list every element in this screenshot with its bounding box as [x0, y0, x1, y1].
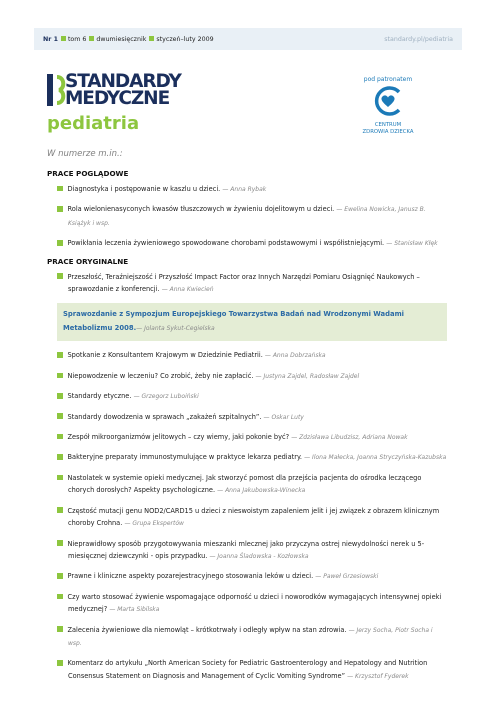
table-of-contents: [47, 169, 447, 690]
article-item[interactable]: [57, 411, 447, 424]
article-item[interactable]: [57, 472, 447, 498]
article-title: Przeszłość, Teraźniejszość i Przyszłość Impact Factor oraz Innych Narzędzi Pomiaru Osiągnięć Naukowych – sprawozdanie z konferencji.: [67, 272, 420, 294]
section-title: PRACE POGLĄDOWE: [47, 169, 129, 178]
article-author: — Marta Sibilska: [109, 606, 160, 614]
article-title: Prawne i kliniczne aspekty pozarejestracyjnego stosowania leków u dzieci.: [67, 572, 314, 581]
article-item[interactable]: [57, 505, 447, 531]
patronage-org-line2: ZDROWIA DZIECKA: [362, 128, 414, 135]
bullet-icon: [57, 206, 63, 212]
article-author: — Anna Jakubowska-Winecka: [217, 487, 306, 495]
article-author: — Ilona Małecka, Joanna Stryczyńska-Kazubska: [304, 454, 447, 462]
article-title: Nastolatek w systemie opieki medycznej. Jak stworzyć pomost dla przejścia pacjenta do ośrodka leczącego chorych dorosłych? Aspekty psychologiczne.: [67, 473, 422, 495]
bullet-icon: [61, 36, 66, 41]
logo-text: [65, 73, 181, 107]
logo-line1: STANDARDY: [65, 71, 181, 92]
patronage-org: [352, 122, 424, 135]
article-title: Częstość mutacji genu NOD2/CARD15 u dzieci z nieswoistym zapaleniem jelit i jej związek z obrazem klinicznym choroby Crohna.: [67, 506, 440, 528]
bullet-icon: [57, 540, 63, 546]
article-item[interactable]: [57, 183, 447, 196]
article-author: — Krzysztof Fyderek: [347, 672, 409, 680]
article-author: — Jerzy Socha, Piotr Socha i wsp.: [68, 626, 433, 647]
article-item[interactable]: [57, 451, 447, 464]
issue-date: styczeń–luty 2009: [156, 35, 214, 43]
bullet-icon: [57, 507, 63, 513]
article-title: Spotkanie z Konsultantem Krajowym w Dziedzinie Pediatrii.: [67, 351, 263, 360]
article-author: — Grupa Ekspertów: [124, 520, 184, 528]
patronage: [352, 76, 424, 135]
article-author: — Stanisław Kłęk: [386, 240, 438, 248]
article-title: Bakteryjne preparaty immunostymulujące w praktyce lekarza pediatry.: [67, 453, 303, 462]
article-item[interactable]: [57, 370, 447, 383]
issue-header-bar: [34, 28, 462, 50]
bullet-icon: [57, 594, 63, 600]
article-title: Niepowodzenie w leczeniu? Co zrobić, żeby nie zapłacić.: [67, 371, 254, 380]
bullet-icon: [57, 352, 63, 358]
featured-article[interactable]: [57, 303, 447, 341]
article-title: Powikłania leczenia żywieniowego spowodowane chorobami podstawowymi i współistniejącymi.: [67, 239, 385, 248]
article-item[interactable]: [57, 390, 447, 403]
bullet-icon: [57, 434, 63, 440]
bullet-icon: [57, 186, 63, 192]
volume: tom 6: [67, 35, 87, 43]
featured-author: — Jolanta Sykut-Cegielska: [136, 325, 215, 333]
article-author: — Justyna Zajdel, Radosław Zajdel: [255, 372, 360, 380]
frequency: dwumiesięcznik: [96, 35, 147, 43]
bullet-icon: [57, 240, 63, 246]
section-title: PRACE ORYGINALNE: [47, 256, 129, 266]
bullet-icon: [57, 273, 63, 279]
bullet-icon: [57, 573, 63, 579]
bullet-icon: [57, 454, 63, 460]
article-item[interactable]: [57, 203, 447, 230]
article-author: — Ewelina Nowicka, Janusz B. Książyk i wsp.: [68, 206, 426, 227]
bullet-icon: [57, 660, 63, 666]
article-title: Rola wielonienasyconych kwasów tłuszczowych w żywieniu dojelitowym u dzieci.: [67, 205, 335, 214]
patronage-label: pod patronatem: [363, 76, 413, 83]
patronage-org-line1: CENTRUM: [374, 122, 402, 128]
article-author: — Anna Rybak: [222, 186, 267, 193]
publication-subtitle: pediatria: [47, 113, 140, 134]
website-link[interactable]: standardy.pl/pediatria: [384, 35, 453, 43]
article-title: Zespół mikroorganizmów jelitowych – czy wiemy, jaki pokonie być?: [67, 433, 290, 442]
article-title: Diagnostyka i postępowanie w kaszlu u dzieci.: [67, 185, 221, 193]
article-item[interactable]: [57, 271, 447, 297]
bullet-icon: [57, 373, 63, 379]
article-author: — Grzegorz Luboiński: [133, 393, 199, 401]
article-title: Komentarz do artykułu „North American Society for Pediatric Gastroenterology and Hepatology and Nutrition Consensus Statement on Diagnosis and Management of Cyclic Vomiting Syndrome”: [67, 659, 428, 680]
article-author: — Joanna Śladowska - Kozłowska: [209, 552, 309, 560]
article-author: — Zdzisława Libudzisz, Adriana Nowak: [291, 434, 408, 442]
article-author: — Oskar Luty: [263, 413, 304, 421]
article-item[interactable]: [57, 570, 447, 583]
issue-info: [43, 36, 214, 43]
bullet-icon: [57, 393, 63, 399]
article-item[interactable]: [57, 657, 447, 683]
article-title: Czy warto stosować żywienie wspomagające odporność u dzieci i noworodków wymagających intensywnej opieki medycznej?: [67, 592, 442, 614]
heart-logo-icon: [369, 86, 407, 116]
article-item[interactable]: [57, 591, 447, 617]
intro-text: W numerze m.in.:: [47, 149, 123, 159]
article-author: — Anna Dobrzańska: [264, 352, 326, 360]
article-item[interactable]: [57, 624, 447, 651]
article-title: Standardy dowodzenia w sprawach „zakażeń szpitalnych”.: [67, 412, 262, 421]
bullet-icon: [57, 413, 63, 419]
bullet-icon: [57, 626, 63, 632]
featured-title: Sprawozdanie z Sympozjum Europejskiego Towarzystwa Badań nad Wrodzonymi Wadami Metabolizmu 2008.: [63, 310, 405, 333]
article-item[interactable]: [57, 349, 447, 362]
article-title: Zalecenia żywieniowe dla niemowląt – krótkotrwały i odległy wpływ na stan zdrowia.: [67, 625, 347, 634]
article-title: Nieprawidłowy sposób przygotowywania mieszanki mlecznej jako przyczyna ostrej niewydolności nerek u 5-miesięcznej dziewczynki - opis przypadku.: [67, 539, 425, 560]
bullet-icon: [89, 36, 94, 41]
issue-number: Nr 1: [43, 35, 58, 43]
article-item[interactable]: [57, 538, 447, 564]
article-title: Standardy etyczne.: [67, 392, 132, 401]
bullet-icon: [57, 475, 63, 481]
article-item[interactable]: [57, 237, 447, 250]
article-item[interactable]: [57, 431, 447, 444]
logo-line2: MEDYCZNE: [65, 88, 170, 109]
article-author: — Anna Kwiecień: [161, 286, 214, 294]
bullet-icon: [149, 36, 154, 41]
article-author: — Paweł Grzesiowski: [315, 573, 379, 581]
